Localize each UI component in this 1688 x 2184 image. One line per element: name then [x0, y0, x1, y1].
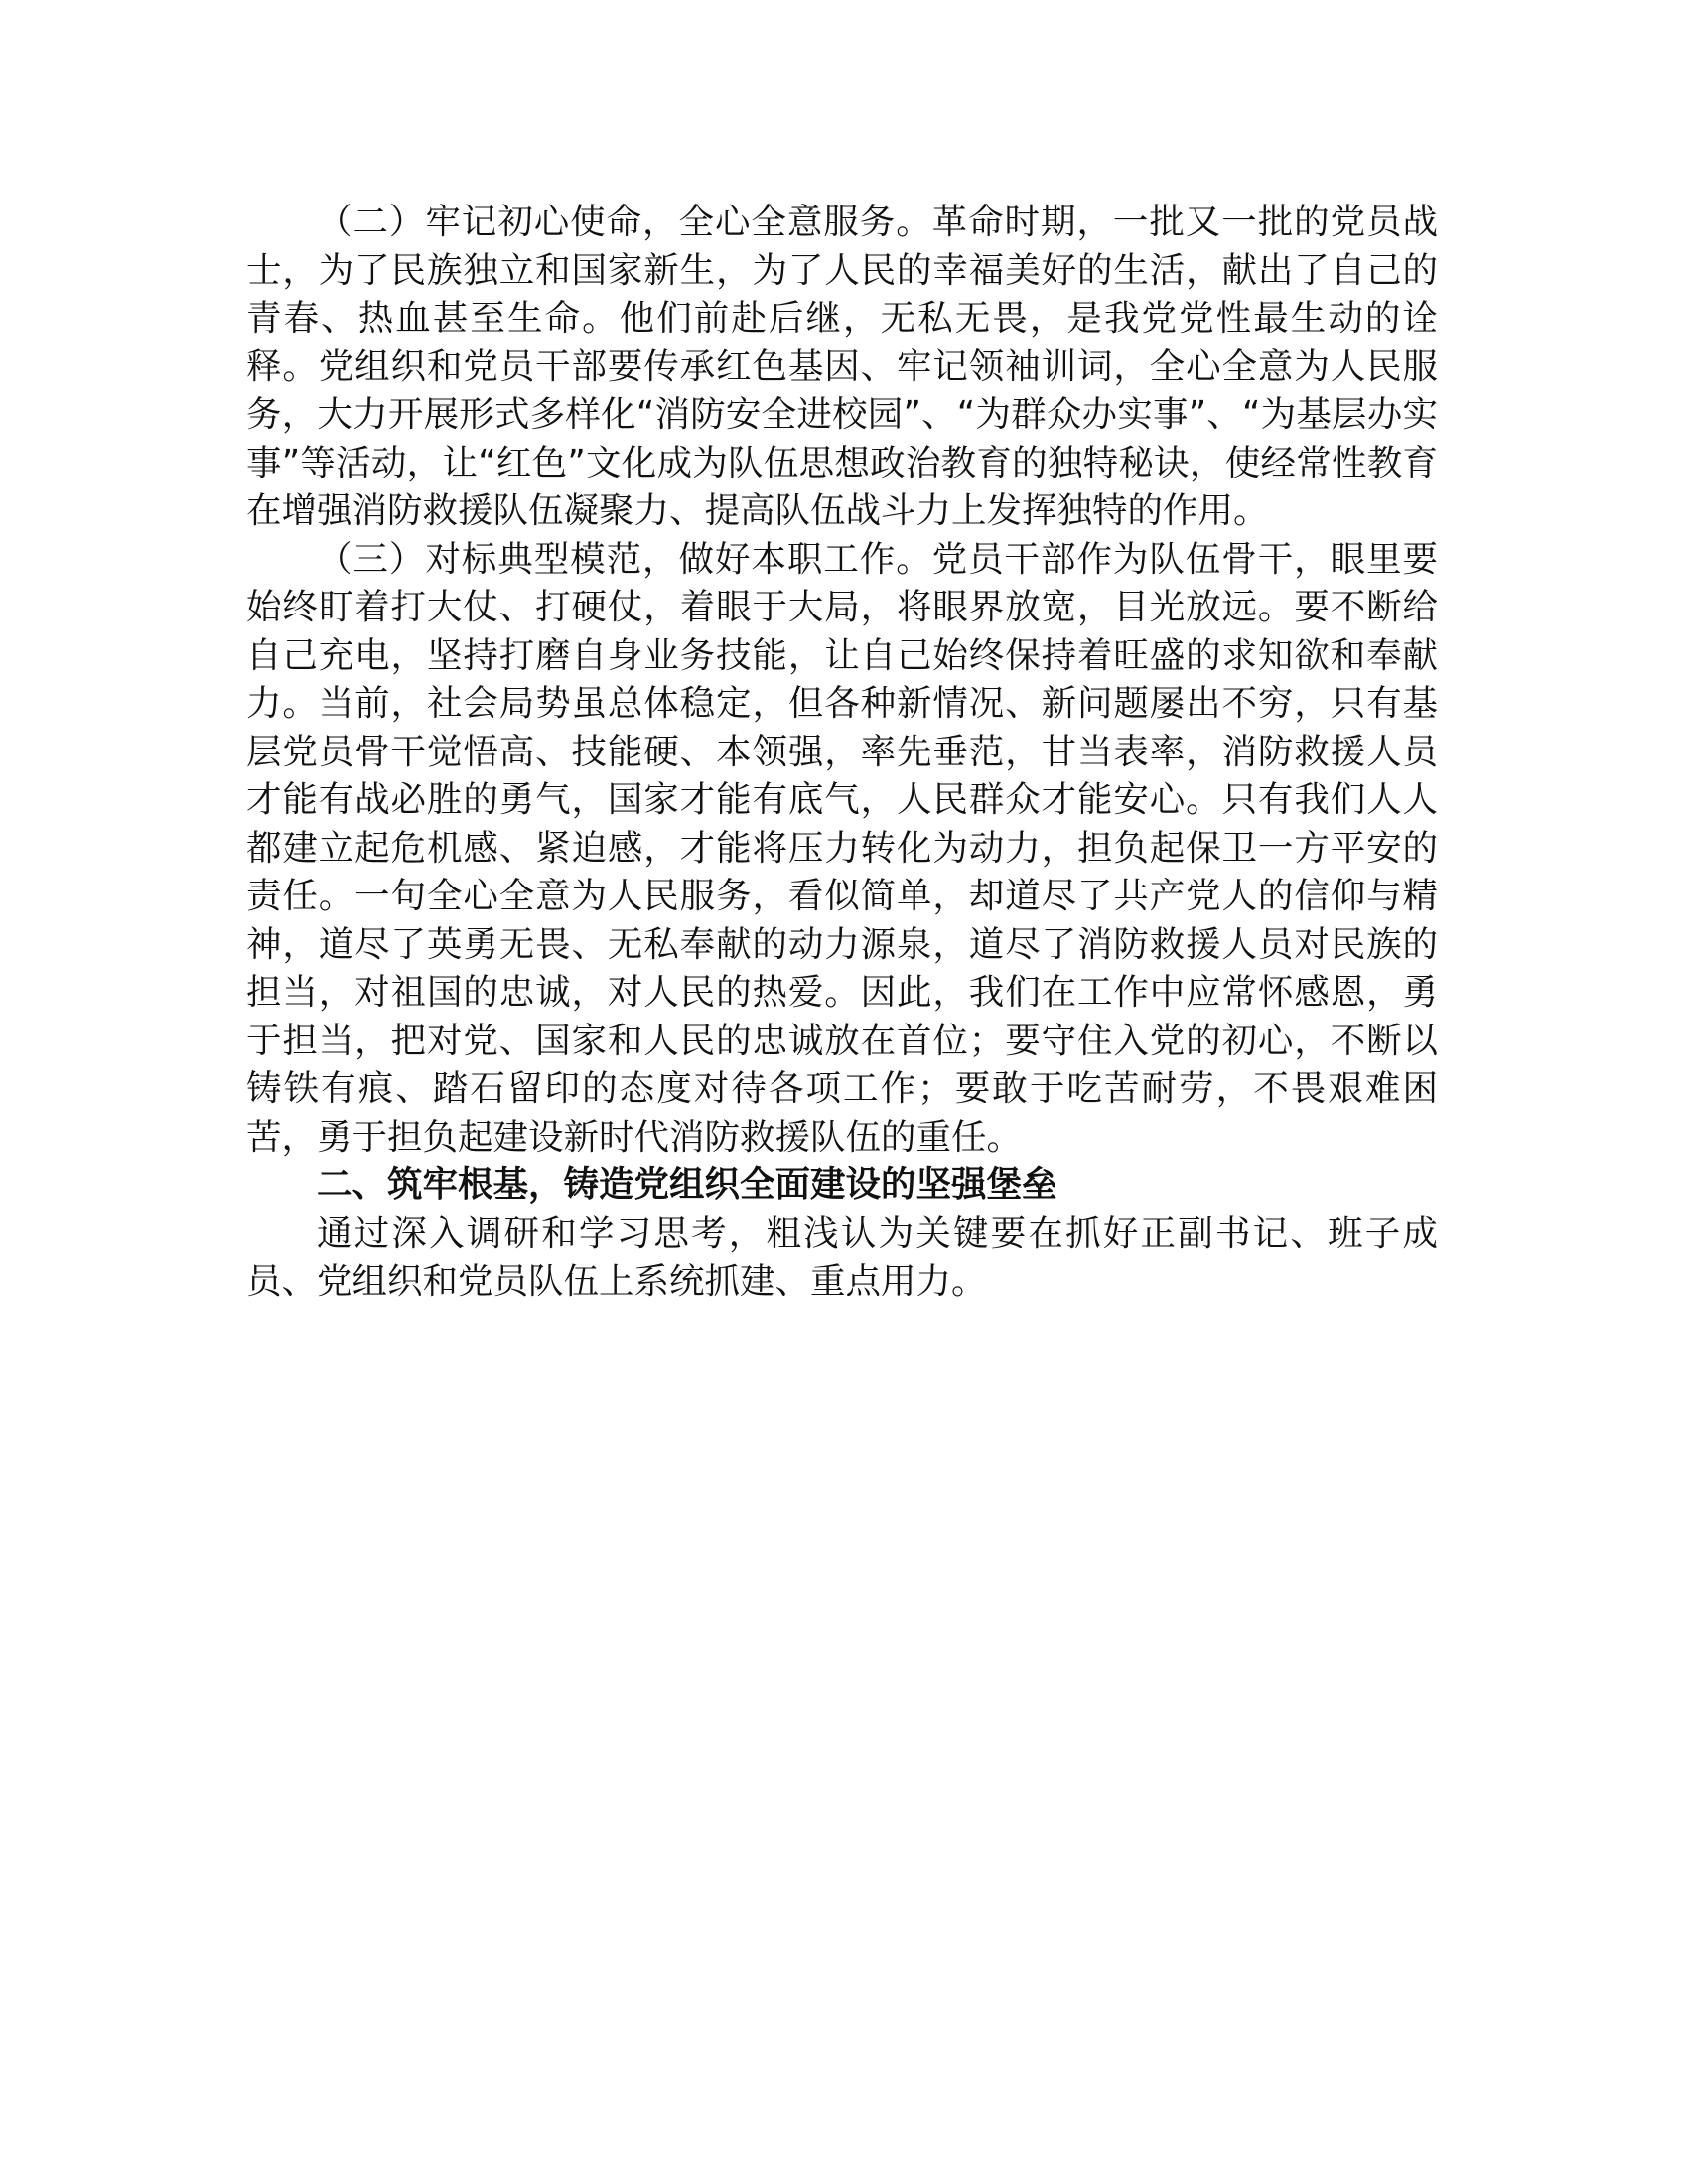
paragraph-section-2-intro: 通过深入调研和学习思考，粗浅认为关键要在抓好正副书记、班子成员、党组织和党员队伍上系统抓建、重点用力。 [246, 1212, 1438, 1301]
paragraph-section-1-3: （三）对标典型模范，做好本职工作。党员干部作为队伍骨干，眼里要始终盯着打大仗、打硬仗，着眼于大局，将眼界放宽，目光放远。要不断给自己充电，坚持打磨自身业务技能，让自己始终保持着旺盛的求知欲和奉献力。当前，社会局势虽总体稳定，但各种新情况、新问题屡出不穷，只有基层党员骨干觉悟高、技能硬、本领强，率先垂范，甘当表率，消防救援人员才能有战必胜的勇气，国家才能有底气，人民群众才能安心。只有我们人人都建立起危机感、紧迫感，才能将压力转化为动力，担负起保卫一方平安的责任。一句全心全意为人民服务，看似简单，却道尽了共产党人的信仰与精神，道尽了英勇无畏、无私奉献的动力源泉，道尽了消防救援人员对民族的担当，对祖国的忠诚，对人民的热爱。因此，我们在工作中应常怀感恩，勇于担当，把对党、国家和人民的忠诚放在首位；要守住入党的初心，不断以铸铁有痕、踏石留印的态度对待各项工作；要敢于吃苦耐劳，不畏艰难困苦，勇于担负起建设新时代消防救援队伍的重任。 [246, 538, 1438, 1158]
document-page [246, 199, 1438, 1306]
section-heading-2: 二、筑牢根基，铸造党组织全面建设的坚强堡垒 [317, 1164, 1057, 1205]
paragraph-section-1-2: （二）牢记初心使命，全心全意服务。革命时期，一批又一批的党员战士，为了民族独立和国家新生，为了人民的幸福美好的生活，献出了自己的青春、热血甚至生命。他们前赴后继，无私无畏，是我党党性最生动的诠释。党组织和党员干部要传承红色基因、牢记领袖训词，全心全意为人民服务，大力开展形式多样化“消防安全进校园”、“为群众办实事”、“为基层办实事”等活动，让“红色”文化成为队伍思想政治教育的独特秘诀，使经常性教育在增强消防救援队伍凝聚力、提高队伍战斗力上发挥独特的作用。 [246, 202, 1438, 531]
